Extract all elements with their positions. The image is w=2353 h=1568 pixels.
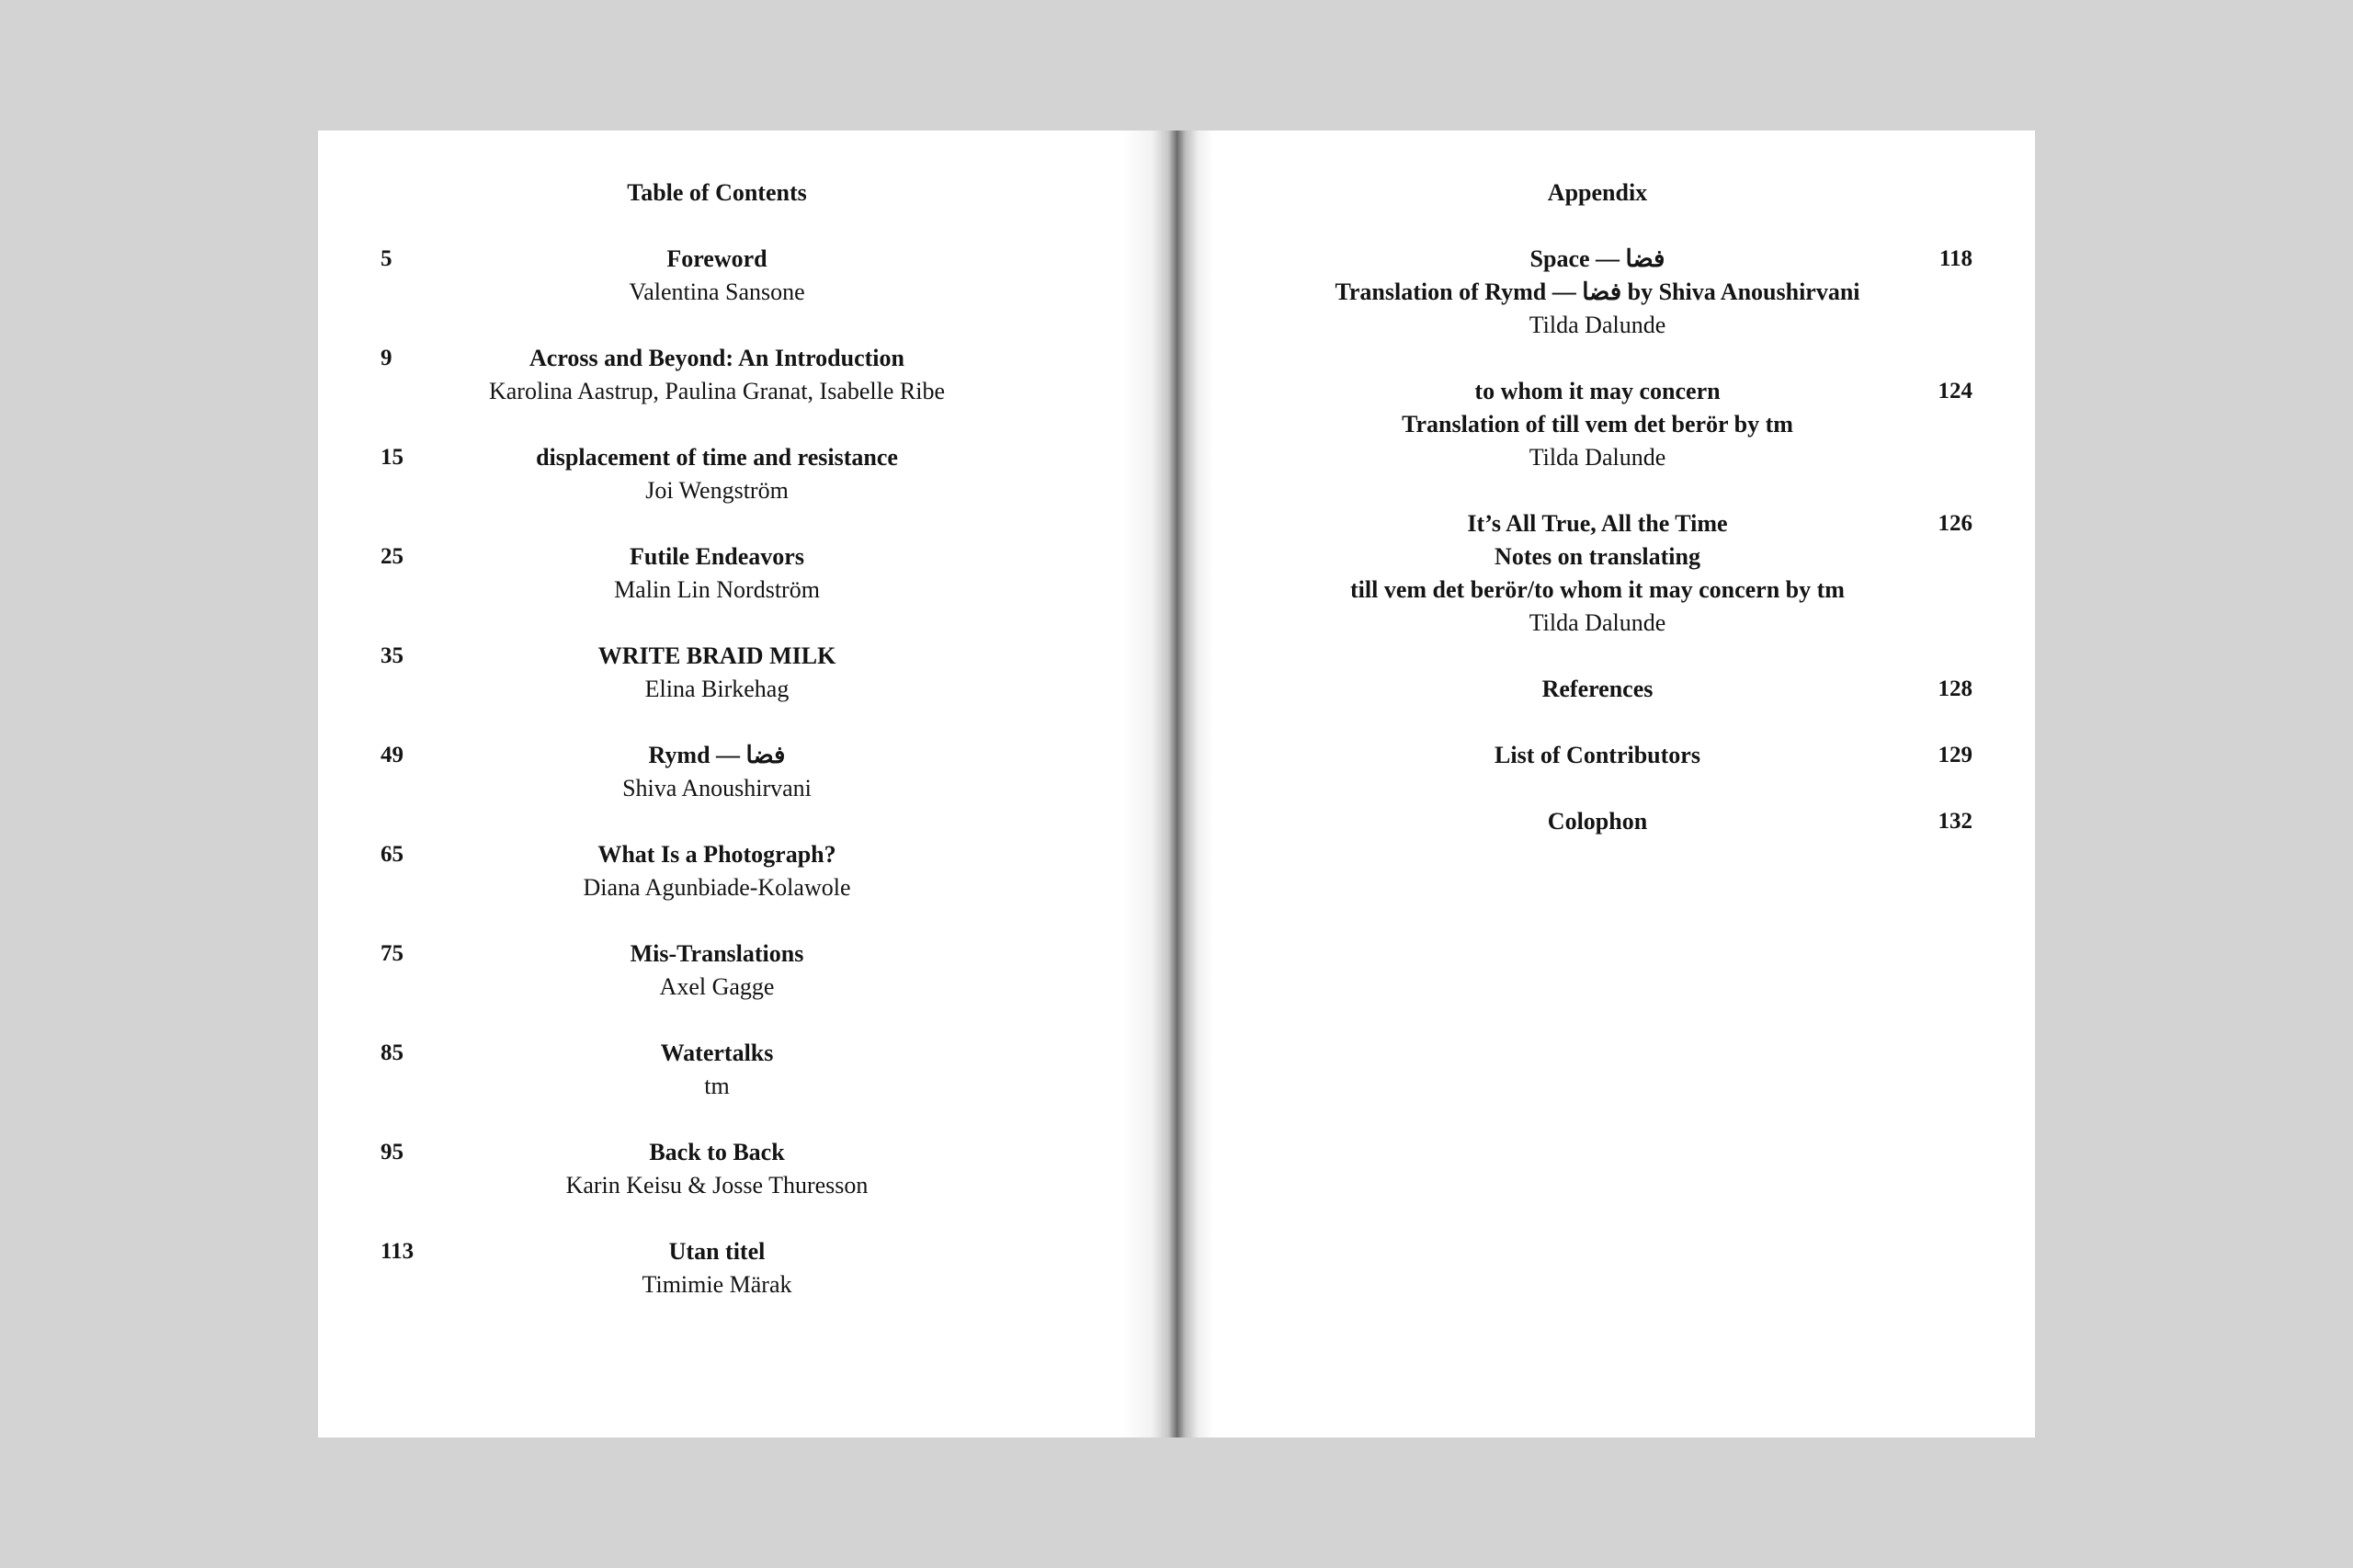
appendix-page-number: 128 (1938, 676, 1972, 701)
toc-page-number: 15 (381, 445, 404, 470)
toc-entry (318, 540, 1176, 607)
appendix-title-line: till vem det berör/to whom it may concern by tm (1350, 576, 1845, 603)
toc-list (318, 243, 1176, 1335)
appendix-author: Tilda Dalunde (1529, 444, 1666, 471)
toc-entry (318, 243, 1176, 309)
appendix-heading: Appendix (1547, 179, 1648, 206)
toc-title: Foreword (666, 245, 767, 272)
toc-entry (318, 342, 1176, 408)
appendix-page-number: 132 (1938, 809, 1972, 834)
right-page (1176, 131, 2035, 1437)
toc-author: Malin Lin Nordström (614, 576, 820, 603)
left-page (318, 131, 1176, 1437)
toc-title: Mis-Translations (630, 940, 804, 967)
appendix-entry (1176, 243, 2035, 342)
toc-title: Futile Endeavors (630, 543, 804, 570)
toc-title: Back to Back (649, 1139, 785, 1165)
appendix-title-line: Colophon (1547, 808, 1648, 835)
toc-entry (318, 1037, 1176, 1103)
appendix-entry (1176, 507, 2035, 640)
toc-entry (318, 640, 1176, 706)
toc-page-number: 5 (381, 246, 392, 271)
appendix-title-line: Notes on translating (1495, 543, 1700, 570)
toc-title: displacement of time and resistance (536, 444, 898, 471)
toc-entry (318, 937, 1176, 1004)
appendix-entry (1176, 673, 2035, 706)
appendix-title-line: It’s All True, All the Time (1467, 510, 1728, 537)
appendix-title-line: Space — فضا (1529, 245, 1665, 272)
toc-page-number: 65 (381, 842, 404, 867)
appendix-title-line: References (1541, 676, 1654, 702)
appendix-entry (1176, 375, 2035, 474)
toc-author: Shiva Anoushirvani (622, 775, 812, 801)
book-spread (318, 131, 2035, 1437)
toc-heading: Table of Contents (627, 179, 807, 206)
appendix-author: Tilda Dalunde (1529, 609, 1666, 636)
appendix-entry (1176, 739, 2035, 772)
toc-page-number: 75 (381, 941, 404, 966)
appendix-list (1176, 243, 2035, 871)
toc-page-number: 113 (381, 1239, 415, 1264)
toc-author: Axel Gagge (659, 973, 775, 1000)
appendix-page-number: 118 (1938, 246, 1972, 271)
appendix-page-number: 126 (1938, 511, 1972, 536)
toc-author: Diana Agunbiade-Kolawole (583, 874, 851, 901)
appendix-page-number: 129 (1938, 743, 1972, 767)
toc-title: Watertalks (660, 1040, 774, 1066)
toc-title: Across and Beyond: An Introduction (529, 345, 904, 371)
toc-author: tm (704, 1073, 730, 1099)
toc-entry (318, 1235, 1176, 1301)
toc-page-number: 95 (381, 1140, 404, 1165)
toc-entry (318, 1136, 1176, 1202)
toc-author: Valentina Sansone (629, 278, 805, 305)
toc-title: WRITE BRAID MILK (597, 642, 836, 669)
toc-page-number: 25 (381, 544, 404, 569)
toc-page-number: 35 (381, 643, 404, 668)
appendix-entry (1176, 805, 2035, 838)
appendix-title-line: to whom it may concern (1474, 378, 1721, 404)
toc-page-number: 9 (381, 346, 392, 370)
toc-entry (318, 739, 1176, 805)
toc-title: Rymd — فضا (648, 742, 786, 768)
toc-page-number: 85 (381, 1040, 404, 1065)
toc-page-number: 49 (381, 743, 404, 767)
appendix-page-number: 124 (1938, 379, 1972, 403)
appendix-title-line: Translation of Rymd — فضا by Shiva Anoushirvani (1335, 278, 1860, 305)
toc-author: Timimie Märak (642, 1271, 792, 1298)
toc-entry (318, 441, 1176, 507)
appendix-title-line: List of Contributors (1495, 742, 1700, 768)
toc-author: Karolina Aastrup, Paulina Granat, Isabelle Ribe (488, 378, 946, 404)
toc-author: Karin Keisu & Josse Thuresson (565, 1172, 869, 1199)
toc-author: Joi Wengström (645, 477, 789, 504)
toc-entry (318, 838, 1176, 904)
appendix-author: Tilda Dalunde (1529, 312, 1666, 338)
toc-author: Elina Birkehag (644, 676, 790, 702)
toc-title: Utan titel (668, 1238, 766, 1265)
toc-title: What Is a Photograph? (597, 841, 836, 868)
appendix-title-line: Translation of till vem det berör by tm (1402, 411, 1793, 437)
